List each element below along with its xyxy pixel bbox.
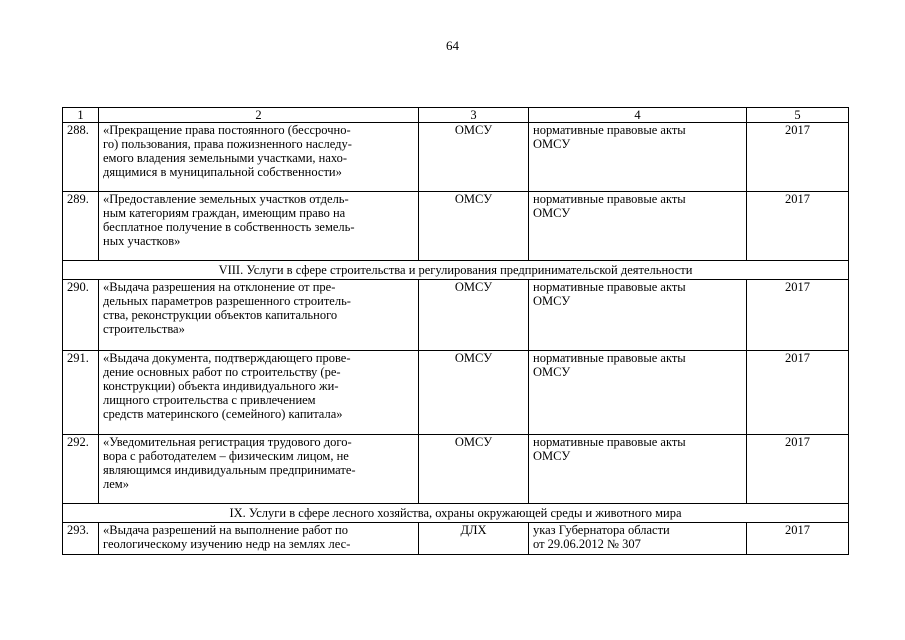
table-row <box>63 123 849 192</box>
service-name-cell <box>99 351 419 435</box>
legal-basis-line: нормативные правовые акты <box>533 192 686 206</box>
page-number: 64 <box>446 38 459 53</box>
year-cell: 2017 <box>747 523 849 555</box>
row-number: 288. <box>63 123 99 192</box>
service-name-cell <box>99 435 419 504</box>
service-name-line: лищного строительства с привлечением <box>103 393 316 407</box>
service-name-line: «Выдача разрешений на выполнение работ по <box>103 523 348 537</box>
legal-basis-line: нормативные правовые акты <box>533 280 686 294</box>
service-name-cell <box>99 523 419 555</box>
legal-basis-cell <box>529 435 747 504</box>
service-name-line: ных участков» <box>103 234 181 248</box>
service-name-cell <box>99 192 419 261</box>
service-name-cell <box>99 280 419 351</box>
service-name-line: ства, реконструкции объектов капитального <box>103 308 338 322</box>
service-name-line: дельных параметров разрешенного строитель- <box>103 294 351 308</box>
responsible-body: ОМСУ <box>419 435 529 504</box>
legal-basis-line: нормативные правовые акты <box>533 123 686 137</box>
service-name-line: дение основных работ по строительству (ре- <box>103 365 341 379</box>
year-cell: 2017 <box>747 435 849 504</box>
service-name-line: емого владения земельными участками, нахо- <box>103 151 348 165</box>
legal-basis-cell <box>529 123 747 192</box>
table-row <box>63 523 849 555</box>
legal-basis-line: от 29.06.2012 № 307 <box>533 537 641 551</box>
row-number: 289. <box>63 192 99 261</box>
service-name-cell <box>99 123 419 192</box>
header-row <box>63 108 849 123</box>
row-number: 290. <box>63 280 99 351</box>
legal-basis-line: ОМСУ <box>533 294 571 308</box>
column-header: 2 <box>99 108 419 123</box>
service-name-line: «Предоставление земельных участков отдель- <box>103 192 349 206</box>
legal-basis-line: нормативные правовые акты <box>533 435 686 449</box>
legal-basis-cell <box>529 192 747 261</box>
row-number: 292. <box>63 435 99 504</box>
row-number: 291. <box>63 351 99 435</box>
service-name-line: строительства» <box>103 322 185 336</box>
legal-basis-line: ОМСУ <box>533 137 571 151</box>
legal-basis-line: указ Губернатора области <box>533 523 670 537</box>
table-row <box>63 192 849 261</box>
row-number: 293. <box>63 523 99 555</box>
section-row <box>63 504 849 523</box>
section-title: VIII. Услуги в сфере строительства и регулирования предпринимательской деятельности <box>63 261 849 280</box>
legal-basis-cell <box>529 280 747 351</box>
service-name-line: лем» <box>103 477 129 491</box>
legal-basis-line: ОМСУ <box>533 206 571 220</box>
service-name-line: «Прекращение права постоянного (бессрочно- <box>103 123 351 137</box>
year-cell: 2017 <box>747 192 849 261</box>
year-cell: 2017 <box>747 123 849 192</box>
service-name-line: геологическому изучению недр на землях лес- <box>103 537 351 551</box>
service-name-line: дящимися в муниципальной собственности» <box>103 165 342 179</box>
service-name-line: ным категориям граждан, имеющим право на <box>103 206 346 220</box>
service-name-line: «Уведомительная регистрация трудового дого- <box>103 435 352 449</box>
service-name-line: бесплатное получение в собственность земель- <box>103 220 355 234</box>
table-row <box>63 280 849 351</box>
service-name-line: являющимся индивидуальным предпринимате- <box>103 463 356 477</box>
service-name-line: «Выдача документа, подтверждающего прове- <box>103 351 351 365</box>
year-cell: 2017 <box>747 280 849 351</box>
year-cell: 2017 <box>747 351 849 435</box>
responsible-body: ОМСУ <box>419 192 529 261</box>
legal-basis-cell <box>529 523 747 555</box>
legal-basis-line: ОМСУ <box>533 449 571 463</box>
legal-basis-cell <box>529 351 747 435</box>
column-header: 3 <box>419 108 529 123</box>
legal-basis-line: нормативные правовые акты <box>533 351 686 365</box>
column-header: 4 <box>529 108 747 123</box>
service-name-line: го) пользования, права пожизненного наследу- <box>103 137 352 151</box>
table-row <box>63 435 849 504</box>
service-name-line: вора с работодателем – физическим лицом, не <box>103 449 349 463</box>
responsible-body: ОМСУ <box>419 351 529 435</box>
column-header: 5 <box>747 108 849 123</box>
column-header: 1 <box>63 108 99 123</box>
legal-basis-line: ОМСУ <box>533 365 571 379</box>
service-name-line: конструкции) объекта индивидуального жи- <box>103 379 339 393</box>
service-name-line: «Выдача разрешения на отклонение от пре- <box>103 280 336 294</box>
services-table <box>62 107 849 555</box>
responsible-body: ОМСУ <box>419 280 529 351</box>
section-row <box>63 261 849 280</box>
service-name-line: средств материнского (семейного) капитала» <box>103 407 343 421</box>
responsible-body: ОМСУ <box>419 123 529 192</box>
table-row <box>63 351 849 435</box>
responsible-body: ДЛХ <box>419 523 529 555</box>
section-title: IX. Услуги в сфере лесного хозяйства, охраны окружающей среды и животного мира <box>63 504 849 523</box>
